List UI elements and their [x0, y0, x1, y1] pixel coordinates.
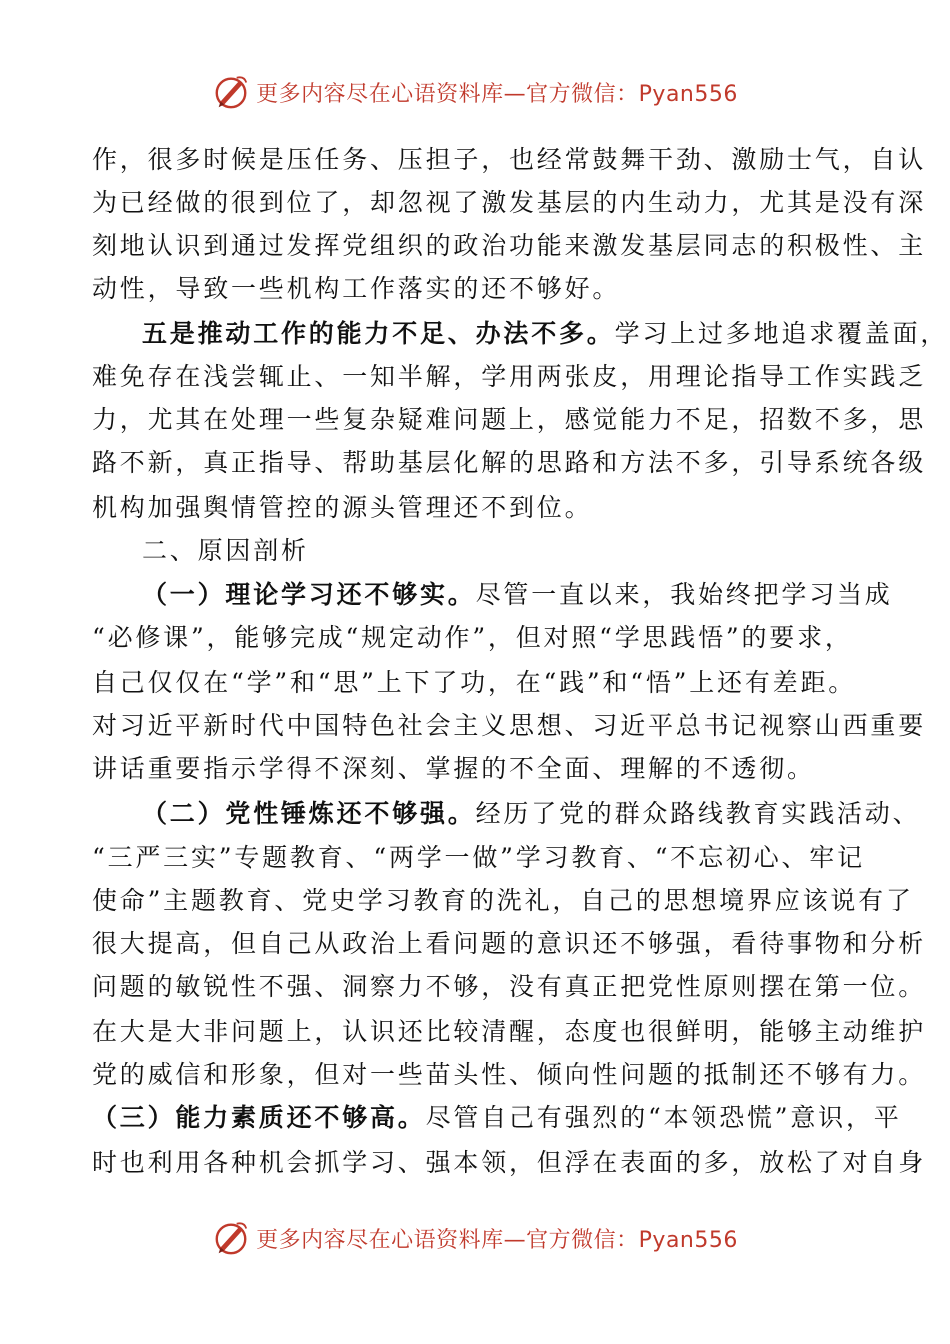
header-banner-text — [256, 77, 738, 108]
footer-dash: — — [503, 1227, 527, 1253]
header-brand: 更多内容尽在心语资料库 — [256, 81, 504, 107]
header-banner — [0, 70, 950, 114]
text-line: 机构加强舆情管控的源头管理还不到位。 — [92, 493, 593, 522]
text-line: 自己仅仅在“学”和“思”上下了功，在“践”和“悟”上还有差距。 — [92, 668, 857, 697]
text-line: 五是推动工作的能力不足、办法不多。学习上过多地追求覆盖面， — [142, 319, 949, 348]
text-line: 动性，导致一些机构工作落实的还不够好。 — [92, 274, 621, 303]
bold-heading: 五是推动工作的能力不足、办法不多。 — [142, 319, 615, 348]
footer-label: 官方微信： — [526, 1227, 639, 1253]
text-line: “三严三实”专题教育、“两学一做”学习教育、“不忘初心、牢记 — [92, 843, 865, 872]
text-line: 路不新，真正指导、帮助基层化解的思路和方法不多，引导系统各级 — [92, 448, 927, 477]
footer-wechat-id: Pyan556 — [638, 1227, 738, 1253]
text-line: （一）理论学习还不够实。尽管一直以来，我始终把学习当成 — [142, 580, 893, 609]
text-line: 在大是大非问题上，认识还比较清醒，态度也很鲜明，能够主动维护 — [92, 1017, 927, 1046]
text-line: 很大提高，但自己从政治上看问题的意识还不够强，看待事物和分析 — [92, 929, 927, 958]
text-line: 作，很多时候是压任务、压担子，也经常鼓舞干劲、激励士气，自认 — [92, 145, 927, 174]
text-line: 问题的敏锐性不强、洞察力不够，没有真正把党性原则摆在第一位。 — [92, 972, 927, 1001]
text-line: （三）能力素质还不够高。尽管自己有强烈的“本领恐慌”意识，平 — [92, 1103, 902, 1132]
footer-brand: 更多内容尽在心语资料库 — [256, 1227, 504, 1253]
text-line: 刻地认识到通过发挥党组织的政治功能来激发基层同志的积极性、主 — [92, 231, 927, 260]
header-label: 官方微信： — [526, 81, 639, 107]
header-dash: — — [503, 81, 527, 107]
footer-banner — [0, 1216, 950, 1260]
text-line: 时也利用各种机会抓学习、强本领，但浮在表面的多，放松了对自身 — [92, 1148, 927, 1177]
text-line: 讲话重要指示学得不深刻、掌握的不全面、理解的不透彻。 — [92, 754, 815, 783]
bold-heading: （三）能力素质还不够高。 — [92, 1103, 426, 1132]
pen-logo-icon — [212, 1219, 250, 1257]
text-line: “必修课”，能够完成“规定动作”，但对照“学思践悟”的要求， — [92, 623, 853, 652]
text-line: 对习近平新时代中国特色社会主义思想、习近平总书记视察山西重要 — [92, 711, 927, 740]
text-line: 难免存在浅尝辄止、一知半解，学用两张皮，用理论指导工作实践乏 — [92, 362, 927, 391]
text-line: 为已经做的很到位了，却忽视了激发基层的内生动力，尤其是没有深 — [92, 188, 927, 217]
header-wechat-id: Pyan556 — [638, 81, 738, 107]
bold-heading: （二）党性锤炼还不够强。 — [142, 799, 476, 828]
footer-banner-text — [256, 1223, 738, 1254]
text-line: 使命”主题教育、党史学习教育的洗礼，自己的思想境界应该说有了 — [92, 886, 914, 915]
pen-logo-icon — [212, 73, 250, 111]
section-heading: 二、原因剖析 — [142, 536, 309, 565]
text-line: 力，尤其在处理一些复杂疑难问题上，感觉能力不足，招数不多，思 — [92, 405, 927, 434]
text-line: 党的威信和形象，但对一些苗头性、倾向性问题的抵制还不够有力。 — [92, 1060, 927, 1089]
bold-heading: （一）理论学习还不够实。 — [142, 580, 476, 609]
text-line: （二）党性锤炼还不够强。经历了党的群众路线教育实践活动、 — [142, 799, 921, 828]
